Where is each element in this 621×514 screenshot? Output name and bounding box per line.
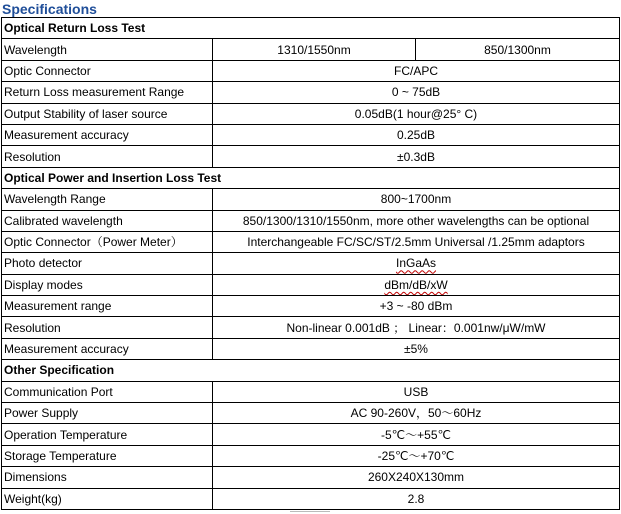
page-title: Specifications [2, 1, 97, 17]
divider [290, 511, 330, 512]
row-label: Measurement accuracy [2, 124, 213, 145]
table-row [2, 445, 620, 466]
section-header-row [2, 167, 620, 188]
row-value: -25℃～+70℃ [213, 445, 620, 466]
section-header-other: Other Specification [2, 360, 620, 381]
row-value: 260X240X130mm [213, 467, 620, 488]
row-value: 0.05dB(1 hour@25° C) [213, 103, 620, 124]
table-row [2, 467, 620, 488]
row-label: Measurement range [2, 296, 213, 317]
row-value: ±0.3dB [213, 146, 620, 167]
specifications-table [1, 17, 620, 510]
row-label: Resolution [2, 146, 213, 167]
table-row [2, 274, 620, 295]
row-value: AC 90-260V，50～60Hz [213, 403, 620, 424]
row-label: Photo detector [2, 253, 213, 274]
row-value: 800~1700nm [213, 189, 620, 210]
table-row [2, 210, 620, 231]
table-row [2, 253, 620, 274]
row-value: -5℃～+55℃ [213, 424, 620, 445]
row-value: ±5% [213, 338, 620, 359]
section-header-return-loss: Optical Return Loss Test [2, 18, 620, 39]
table-row [2, 338, 620, 359]
row-label: Operation Temperature [2, 424, 213, 445]
row-value: +3 ~ -80 dBm [213, 296, 620, 317]
row-value: Interchangeable FC/SC/ST/2.5mm Universal /1.25mm adaptors [213, 231, 620, 252]
row-value: USB [213, 381, 620, 402]
row-label: Calibrated wavelength [2, 210, 213, 231]
row-label: Wavelength [2, 39, 213, 60]
row-value: 2.8 [213, 488, 620, 509]
row-label: Resolution [2, 317, 213, 338]
table-row [2, 381, 620, 402]
table-row [2, 317, 620, 338]
row-label: Weight(kg) [2, 488, 213, 509]
section-header-power-insertion: Optical Power and Insertion Loss Test [2, 167, 620, 188]
row-value: InGaAs [395, 256, 437, 271]
table-row [2, 403, 620, 424]
row-label: Display modes [2, 274, 213, 295]
row-value: Non-linear 0.001dB ； Linear：0.001nw/μW/mW [213, 317, 620, 338]
row-label: Power Supply [2, 403, 213, 424]
section-header-row [2, 18, 620, 39]
table-row [2, 296, 620, 317]
row-value: 0 ~ 75dB [213, 82, 620, 103]
table-row [2, 103, 620, 124]
row-label: Measurement accuracy [2, 338, 213, 359]
row-value: 1310/1550nm [213, 39, 416, 60]
row-label: Wavelength Range [2, 189, 213, 210]
row-label: Return Loss measurement Range [2, 82, 213, 103]
section-header-row [2, 360, 620, 381]
row-label: Optic Connector（Power Meter） [2, 231, 213, 252]
table-row [2, 124, 620, 145]
table-row [2, 82, 620, 103]
row-value: FC/APC [213, 60, 620, 81]
table-row [2, 189, 620, 210]
row-label: Communication Port [2, 381, 213, 402]
table-row [2, 146, 620, 167]
table-row [2, 424, 620, 445]
table-row [2, 488, 620, 509]
row-value: 0.25dB [213, 124, 620, 145]
row-label: Optic Connector [2, 60, 213, 81]
table-row [2, 231, 620, 252]
row-value: 850/1300nm [416, 39, 620, 60]
row-label: Dimensions [2, 467, 213, 488]
row-value: 850/1300/1310/1550nm, more other wavelengths can be optional [213, 210, 620, 231]
table-row [2, 39, 620, 60]
row-label: Output Stability of laser source [2, 103, 213, 124]
row-value: dBm/dB/xW [384, 277, 448, 292]
table-row [2, 60, 620, 81]
row-label: Storage Temperature [2, 445, 213, 466]
